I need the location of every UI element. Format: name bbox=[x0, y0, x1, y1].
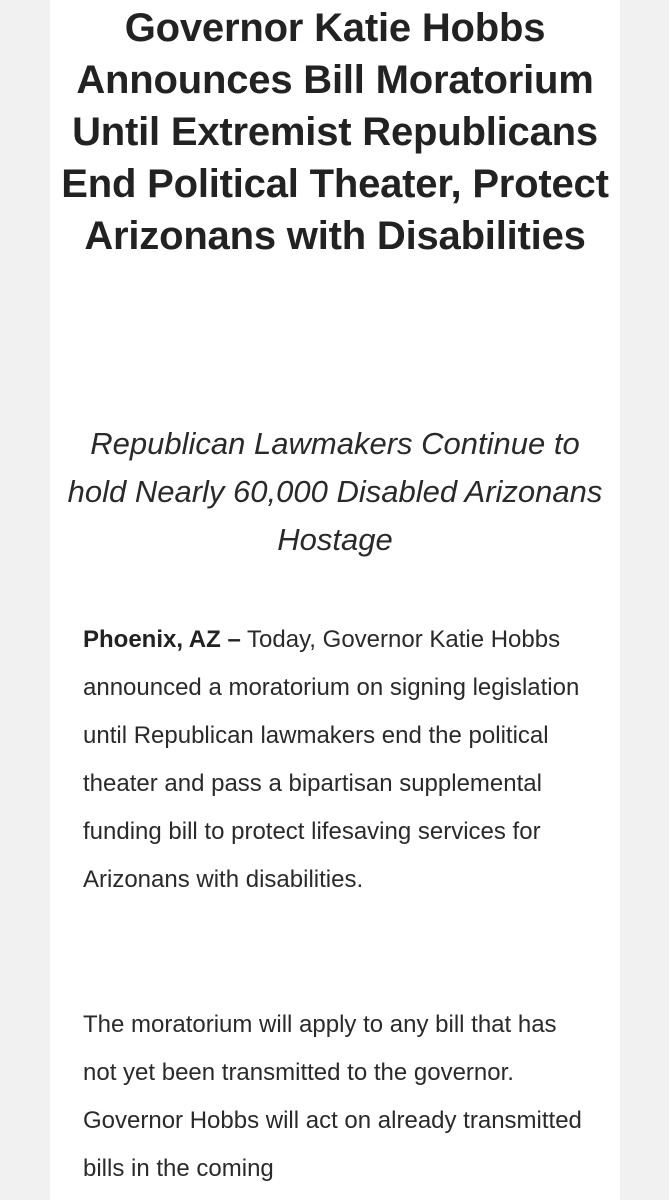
paragraph-1-text: Today, Governor Katie Hobbs announced a moratorium on signing legislation until Republican lawmakers end the political theater and pass a bipartisan supplemental funding bill to protect lifesaving services for Arizonans with disabilities. bbox=[83, 626, 580, 893]
article-page bbox=[50, 0, 620, 1200]
article-headline: Governor Katie Hobbs Announces Bill Moratorium Until Extremist Republicans End Political Theater, Protect Arizonans with Disabilities bbox=[61, 6, 609, 258]
paragraph-2-text: The moratorium will apply to any bill that has not yet been transmitted to the governor. Governor Hobbs will act on already transmitted bills in the coming bbox=[83, 1011, 582, 1182]
article-paragraph-1 bbox=[83, 616, 593, 904]
dateline: Phoenix, AZ – bbox=[83, 626, 241, 653]
article-paragraph-2 bbox=[83, 1001, 593, 1193]
article-subheadline: Republican Lawmakers Continue to hold Nearly 60,000 Disabled Arizonans Hostage bbox=[67, 426, 603, 557]
